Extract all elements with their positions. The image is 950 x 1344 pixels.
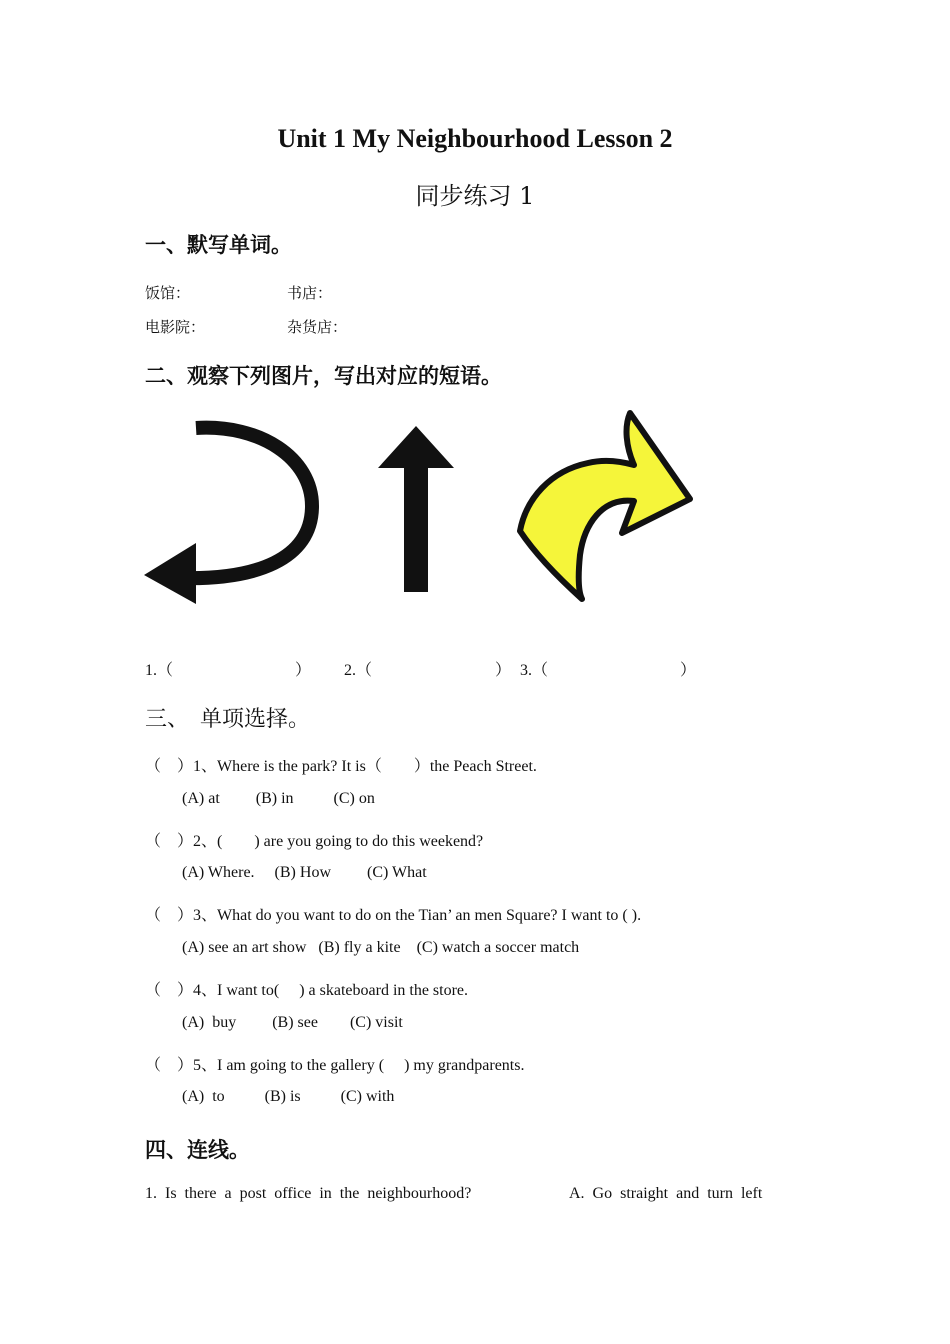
question-4-options: (A) buy (B) see (C) visit (182, 1014, 403, 1031)
u-turn-arrow-icon (140, 418, 325, 613)
question-3-options: (A) see an art show (B) fly a kite (C) watch a soccer match (182, 939, 580, 956)
section1-heading: 一、默写单词。 (145, 233, 292, 257)
question-3-stem: （ ）3、What do you want to do on the Tian’ an men Square? I want to ( ). (145, 907, 642, 924)
section3-heading: 三、 单项选择。 (145, 707, 311, 732)
blank-1-open: 1.（ (145, 662, 174, 679)
question-4-stem: （ ）4、I want to( ) a skateboard in the store. (145, 982, 469, 999)
word-cinema: 电影院： (145, 318, 206, 336)
section2-heading: 二、观察下列图片，写出对应的短语。 (145, 364, 502, 388)
blank-3-close: ） (680, 662, 697, 679)
match-left-1: 1. Is there a post office in the neighbourhood? (145, 1185, 472, 1202)
question-2-options: (A) Where. (B) How (C) What (182, 864, 427, 881)
blank-3-open: 3.（ (520, 662, 549, 679)
page-subtitle: 同步练习 1 (415, 182, 535, 210)
match-right-a: A. Go straight and turn left (569, 1185, 763, 1202)
question-5-stem: （ ）5、I am going to the gallery ( ) my grandparents. (145, 1057, 525, 1074)
word-restaurant: 饭馆： (145, 284, 191, 302)
word-grocery: 杂货店： (287, 318, 348, 336)
word-bookstore: 书店： (287, 284, 333, 302)
turn-right-arrow-icon (512, 405, 697, 610)
blank-1-close: ） (295, 662, 312, 679)
straight-arrow-icon (376, 424, 456, 596)
question-2-stem: （ ）2、( ) are you going to do this weekend? (145, 833, 484, 850)
page-title: Unit 1 My Neighbourhood Lesson 2 (277, 124, 673, 153)
blank-2-open: 2.（ (344, 662, 373, 679)
question-1-stem: （ ）1、Where is the park? It is（ ）the Peach Street. (145, 758, 537, 775)
question-1-options: (A) at (B) in (C) on (182, 790, 375, 807)
section4-heading: 四、连线。 (145, 1138, 250, 1162)
blank-2-close: ） (495, 662, 512, 679)
question-5-options: (A) to (B) is (C) with (182, 1088, 395, 1105)
